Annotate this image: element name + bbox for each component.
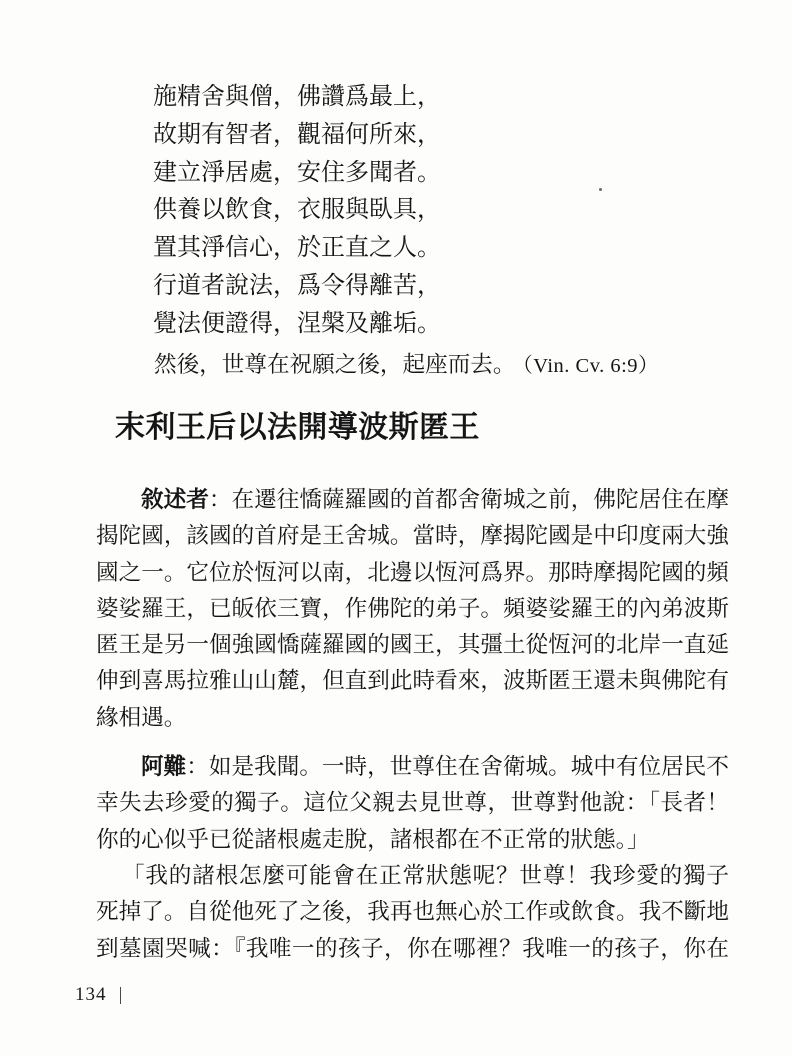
verse-block xyxy=(153,79,441,344)
body-text-column xyxy=(96,482,729,967)
paragraph-line: 「我的諸根怎麼可能會在正常狀態呢？世尊！我珍愛的獨子 xyxy=(122,862,729,888)
verse-line-2: 故期有智者，觀福何所來， xyxy=(153,121,441,148)
paragraph-text: ：在遷往憍薩羅國的首都舍衛城之前，佛陀居住在摩 xyxy=(208,487,730,512)
paragraph-line: 國之一。它位於恆河以南，北邊以恆河爲界。那時摩揭陀國的頻 xyxy=(96,559,729,585)
paragraph-line: 你的心似乎已從諸根處走脫，諸根都在不正常的狀態。」 xyxy=(96,826,650,852)
paragraph-line: 幸失去珍愛的獨子。這位父親去見世尊，世尊對他說：「長者！ xyxy=(96,790,729,816)
speaker-name: 阿難 xyxy=(141,754,187,780)
section-heading: 末利王后以法開導波斯匿王 xyxy=(115,411,480,444)
paragraph-line: 匿王是另一個強國憍薩羅國的國王，其彊土從恆河的北岸一直延 xyxy=(96,632,729,658)
speaker-name: 敘述者 xyxy=(141,487,209,512)
paragraph-spacer xyxy=(96,736,729,749)
paragraph-text: ：如是我聞。一時，世尊住在舍衛城。城中有位居民不 xyxy=(186,754,730,780)
paragraph-line: 緣相遇。 xyxy=(96,704,187,730)
page-number: 134 xyxy=(75,984,107,1005)
closing-text: 然後，世尊在祝願之後，起座而去。 xyxy=(154,352,516,377)
paragraph-line: 死掉了。自從他死了之後，我再也無心於工作或飲食。我不斷地 xyxy=(96,899,729,925)
verse-line-3: 建立淨居處，安住多聞者。 xyxy=(153,159,441,186)
footer-divider-bar xyxy=(120,987,122,1004)
narrator-paragraph xyxy=(96,482,729,736)
verse-line-6: 行道者說法，爲令得離苦， xyxy=(153,272,441,299)
closing-sentence xyxy=(96,350,736,381)
paragraph-line: 到墓園哭喊：『我唯一的孩子，你在哪裡？我唯一的孩子，你在 xyxy=(96,935,729,961)
page-footer xyxy=(75,984,121,1006)
paragraph-line: 揭陀國，該國的首府是王舍城。當時，摩揭陀國是中印度兩大強 xyxy=(96,523,729,549)
scripture-citation: （Vin. Cv. 6:9） xyxy=(522,355,660,377)
paragraph-line xyxy=(96,482,729,518)
verse-line-7: 覺法便證得，涅槃及離垢。 xyxy=(153,310,441,337)
ananda-paragraph xyxy=(96,749,729,858)
paragraph-line: 婆娑羅王，已皈依三寶，作佛陀的弟子。頻婆娑羅王的內弟波斯 xyxy=(96,595,729,621)
father-paragraph xyxy=(96,858,729,967)
verse-line-4: 供養以飲食，衣服與臥具， xyxy=(153,197,441,224)
paragraph-line: 伸到喜馬拉雅山山麓，但直到此時看來，波斯匿王還未與佛陀有 xyxy=(96,668,729,694)
scan-speck xyxy=(599,188,602,191)
paragraph-line xyxy=(96,749,729,785)
verse-line-1: 施精舍與僧，佛讚爲最上， xyxy=(153,84,441,110)
verse-line-5: 置其淨信心，於正直之人。 xyxy=(153,235,441,262)
